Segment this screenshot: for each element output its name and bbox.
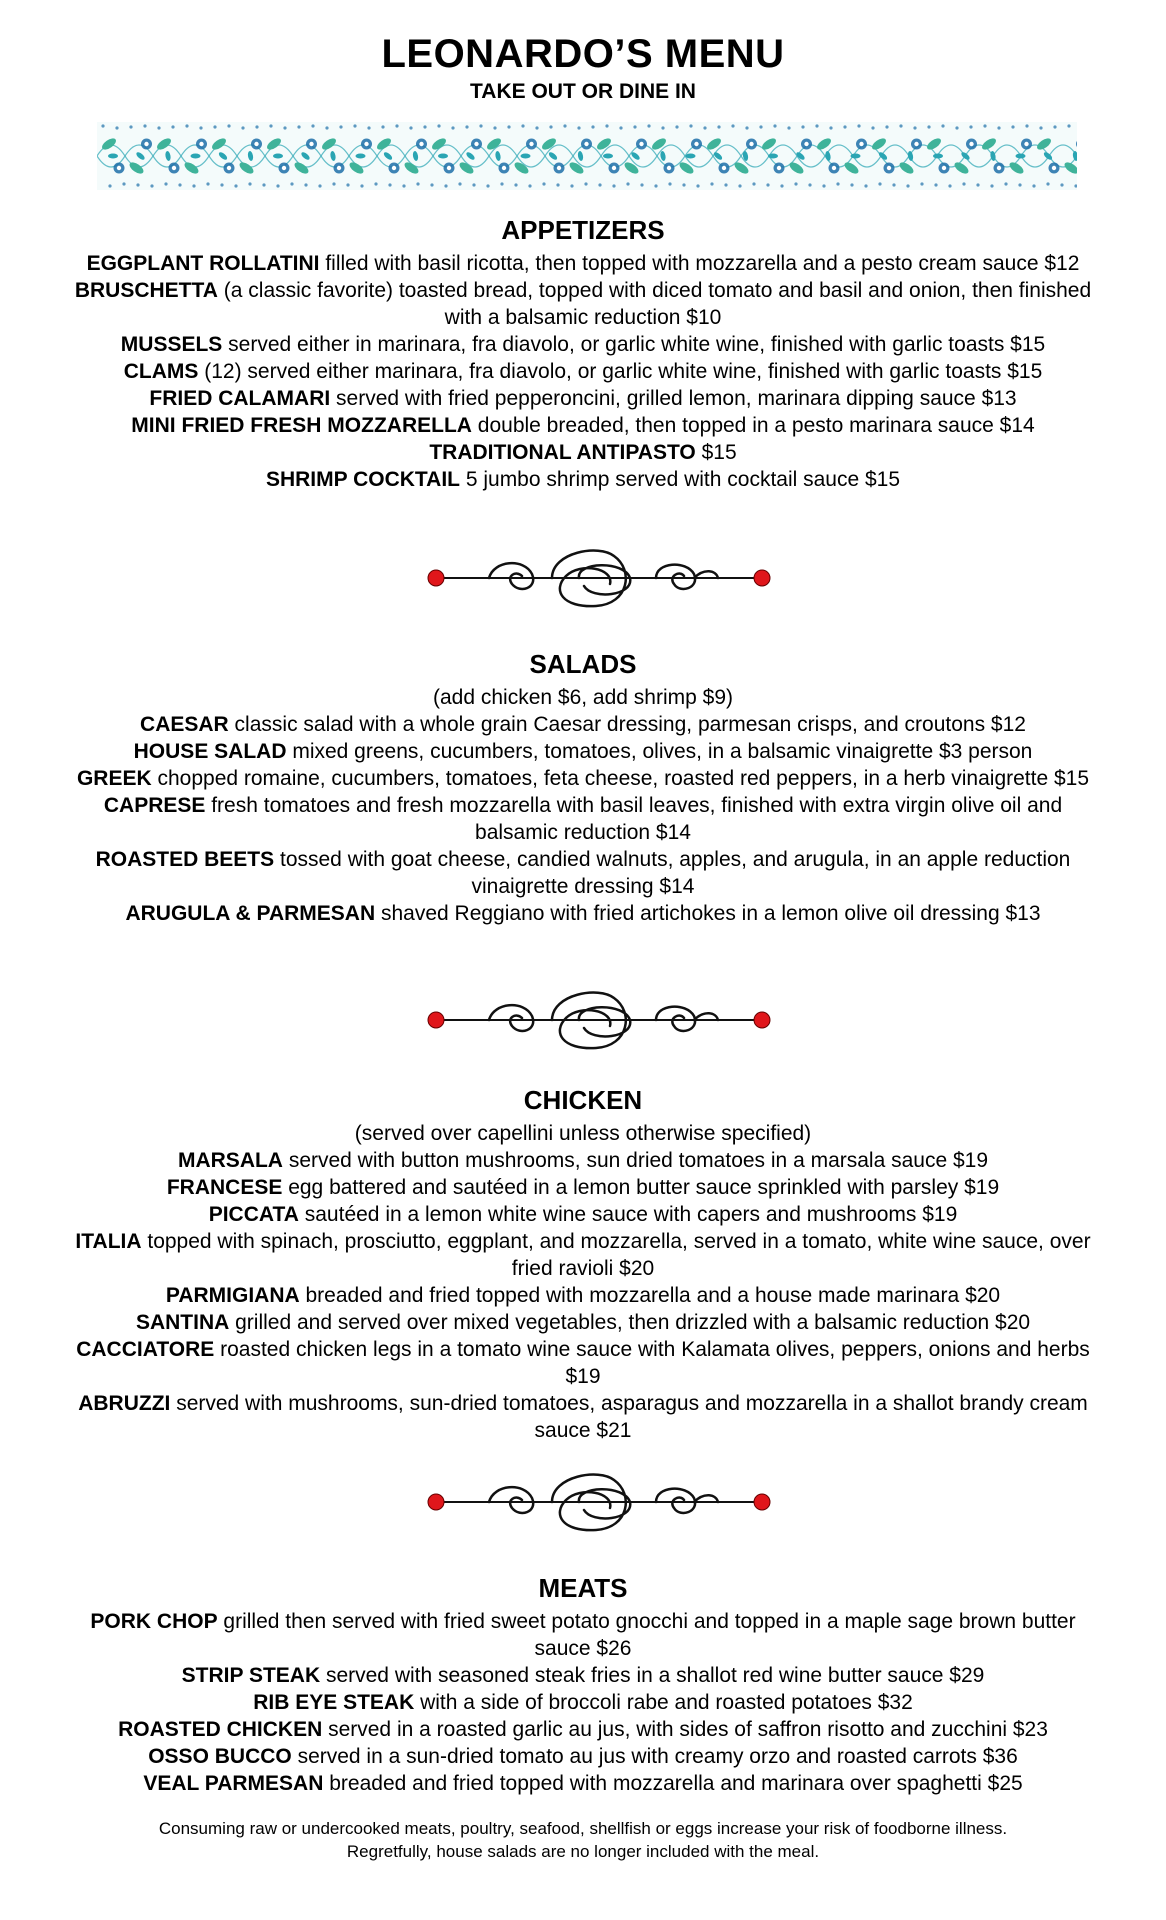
- menu-item-name: HOUSE SALAD: [133, 740, 287, 763]
- menu-item: [60, 1228, 1106, 1282]
- scroll-ornament-divider: [424, 980, 774, 1060]
- menu-item: [60, 738, 1106, 765]
- scroll-ornament-divider: [424, 1462, 774, 1542]
- menu-item: [60, 1309, 1106, 1336]
- menu-item: [60, 711, 1106, 738]
- menu-item-description: chopped romaine, cucumbers, tomatoes, feta cheese, roasted red peppers, in a herb vinaigrette $15: [151, 767, 1090, 790]
- menu-item-name: MINI FRIED FRESH MOZZARELLA: [131, 414, 472, 437]
- section-note: (served over capellini unless otherwise specified): [354, 1122, 812, 1145]
- menu-item-description: $15: [695, 441, 737, 464]
- menu-item: [60, 358, 1106, 385]
- menu-item-name: ABRUZZI: [78, 1392, 171, 1415]
- menu-item-description: served with mushrooms, sun-dried tomatoes, asparagus and mozzarella in a shallot brandy cream sauce $21: [170, 1392, 1088, 1442]
- menu-item-name: RIB EYE STEAK: [253, 1691, 415, 1714]
- menu-item-name: PORK CHOP: [90, 1610, 218, 1633]
- menu-item-description: grilled and served over mixed vegetables, then drizzled with a balsamic reduction $20: [229, 1311, 1031, 1334]
- footer-note: Regretfully, house salads are no longer included with the meal.: [346, 1842, 820, 1861]
- section-appetizers: [60, 214, 1106, 493]
- menu-item-description: served in a roasted garlic au jus, with sides of saffron risotto and zucchini $23: [322, 1718, 1048, 1741]
- menu-item-name: VEAL PARMESAN: [143, 1772, 324, 1795]
- menu-item: [60, 765, 1106, 792]
- menu-item: [60, 1201, 1106, 1228]
- menu-item-name: SANTINA: [135, 1311, 230, 1334]
- section-heading: APPETIZERS: [501, 215, 665, 245]
- section-note: (add chicken $6, add shrimp $9): [433, 686, 733, 709]
- menu-item-name: ITALIA: [75, 1230, 142, 1253]
- footer-warning: Consuming raw or undercooked meats, poultry, seafood, shellfish or eggs increase your risk of foodborne illness.: [158, 1819, 1008, 1838]
- menu-item: [60, 1716, 1106, 1743]
- menu-item: [60, 1662, 1106, 1689]
- menu-item-name: MARSALA: [177, 1149, 283, 1172]
- menu-item-name: ROASTED CHICKEN: [118, 1718, 323, 1741]
- menu-item-description: shaved Reggiano with fried artichokes in a lemon olive oil dressing $13: [375, 902, 1041, 925]
- menu-item-description: with a side of broccoli rabe and roasted potatoes $32: [414, 1691, 913, 1714]
- menu-item-description: (12) served either marinara, fra diavolo, or garlic white wine, finished with garlic toasts $15: [198, 360, 1043, 383]
- menu-item-name: BRUSCHETTA: [74, 279, 218, 302]
- floral-banner-image: [97, 122, 1077, 190]
- menu-item-description: double breaded, then topped in a pesto marinara sauce $14: [471, 414, 1035, 437]
- scroll-ornament-divider: [424, 538, 774, 618]
- menu-item: [60, 466, 1106, 493]
- section-meats: [60, 1572, 1106, 1797]
- menu-item-description: topped with spinach, prosciutto, eggplant, and mozzarella, served in a tomato, white wine sauce, over fried ravioli $20: [141, 1230, 1091, 1280]
- menu-item-description: breaded and fried topped with mozzarella and marinara over spaghetti $25: [323, 1772, 1023, 1795]
- menu-item-description: classic salad with a whole grain Caesar dressing, parmesan crisps, and croutons $12: [228, 713, 1026, 736]
- menu-item-name: STRIP STEAK: [181, 1664, 321, 1687]
- section-salads: [60, 648, 1106, 927]
- menu-subtitle: TAKE OUT OR DINE IN: [470, 80, 696, 103]
- menu-item-name: TRADITIONAL ANTIPASTO: [429, 441, 696, 464]
- menu-item: [60, 1336, 1106, 1390]
- menu-item-name: CLAMS: [123, 360, 199, 383]
- menu-item-name: CAPRESE: [103, 794, 206, 817]
- menu-item-description: (a classic favorite) toasted bread, topped with diced tomato and basil and onion, then finished with a balsamic reduction $10: [217, 279, 1092, 329]
- menu-item-description: tossed with goat cheese, candied walnuts, apples, and arugula, in an apple reduction vinaigrette dressing $14: [274, 848, 1071, 898]
- menu-item-description: sautéed in a lemon white wine sauce with capers and mushrooms $19: [298, 1203, 958, 1226]
- menu-item-name: GREEK: [76, 767, 152, 790]
- menu-item-description: roasted chicken legs in a tomato wine sauce with Kalamata olives, peppers, onions and herbs $19: [214, 1338, 1090, 1388]
- menu-item: [60, 412, 1106, 439]
- menu-item-name: FRANCESE: [166, 1176, 283, 1199]
- menu-item-name: PICCATA: [208, 1203, 299, 1226]
- menu-item-description: served with seasoned steak fries in a shallot red wine butter sauce $29: [320, 1664, 985, 1687]
- menu-item-description: mixed greens, cucumbers, tomatoes, olives, in a balsamic vinaigrette $3 person: [286, 740, 1033, 763]
- menu-item: [60, 385, 1106, 412]
- menu-item-description: 5 jumbo shrimp served with cocktail sauce $15: [460, 468, 901, 491]
- menu-item-name: CAESAR: [140, 713, 229, 736]
- menu-item-name: EGGPLANT ROLLATINI: [86, 252, 320, 275]
- menu-item-description: breaded and fried topped with mozzarella and a house made marinara $20: [299, 1284, 1001, 1307]
- menu-item-description: egg battered and sautéed in a lemon butter sauce sprinkled with parsley $19: [282, 1176, 1000, 1199]
- menu-item: [60, 250, 1106, 277]
- menu-item: [60, 846, 1106, 900]
- menu-item: [60, 1770, 1106, 1797]
- menu-title: LEONARDO’S MENU: [381, 32, 785, 76]
- menu-item: [60, 1147, 1106, 1174]
- menu-item: [60, 1390, 1106, 1444]
- menu-item-description: served with button mushrooms, sun dried tomatoes in a marsala sauce $19: [282, 1149, 989, 1172]
- section-heading: SALADS: [529, 649, 637, 679]
- menu-item: [60, 1282, 1106, 1309]
- menu-item-description: served in a sun-dried tomato au jus with creamy orzo and roasted carrots $36: [291, 1745, 1018, 1768]
- menu-item-name: MUSSELS: [120, 333, 223, 356]
- menu-item-name: ARUGULA & PARMESAN: [125, 902, 376, 925]
- menu-item: [60, 792, 1106, 846]
- menu-item: [60, 331, 1106, 358]
- menu-item-description: grilled then served with fried sweet potato gnocchi and topped in a maple sage brown butter sauce $26: [217, 1610, 1076, 1660]
- menu-item: [60, 277, 1106, 331]
- menu-item-name: PARMIGIANA: [165, 1284, 300, 1307]
- menu-item-description: served with fried pepperoncini, grilled lemon, marinara dipping sauce $13: [330, 387, 1017, 410]
- menu-item-description: fresh tomatoes and fresh mozzarella with basil leaves, finished with extra virgin olive oil and balsamic reduction $14: [205, 794, 1063, 844]
- menu-item-name: FRIED CALAMARI: [149, 387, 331, 410]
- menu-item-description: served either in marinara, fra diavolo, or garlic white wine, finished with garlic toasts $15: [222, 333, 1046, 356]
- menu-item: [60, 439, 1106, 466]
- menu-item: [60, 1174, 1106, 1201]
- menu-item: [60, 1608, 1106, 1662]
- menu-item-description: filled with basil ricotta, then topped with mozzarella and a pesto cream sauce $12: [319, 252, 1080, 275]
- menu-item: [60, 1743, 1106, 1770]
- menu-item-name: SHRIMP COCKTAIL: [265, 468, 460, 491]
- section-heading: CHICKEN: [523, 1085, 643, 1115]
- section-heading: MEATS: [538, 1573, 628, 1603]
- menu-item-name: OSSO BUCCO: [148, 1745, 292, 1768]
- menu-item: [60, 1689, 1106, 1716]
- section-chicken: [60, 1084, 1106, 1444]
- menu-footer: [60, 1817, 1106, 1863]
- menu-item: [60, 900, 1106, 927]
- menu-item-name: ROASTED BEETS: [95, 848, 275, 871]
- menu-item-name: CACCIATORE: [76, 1338, 215, 1361]
